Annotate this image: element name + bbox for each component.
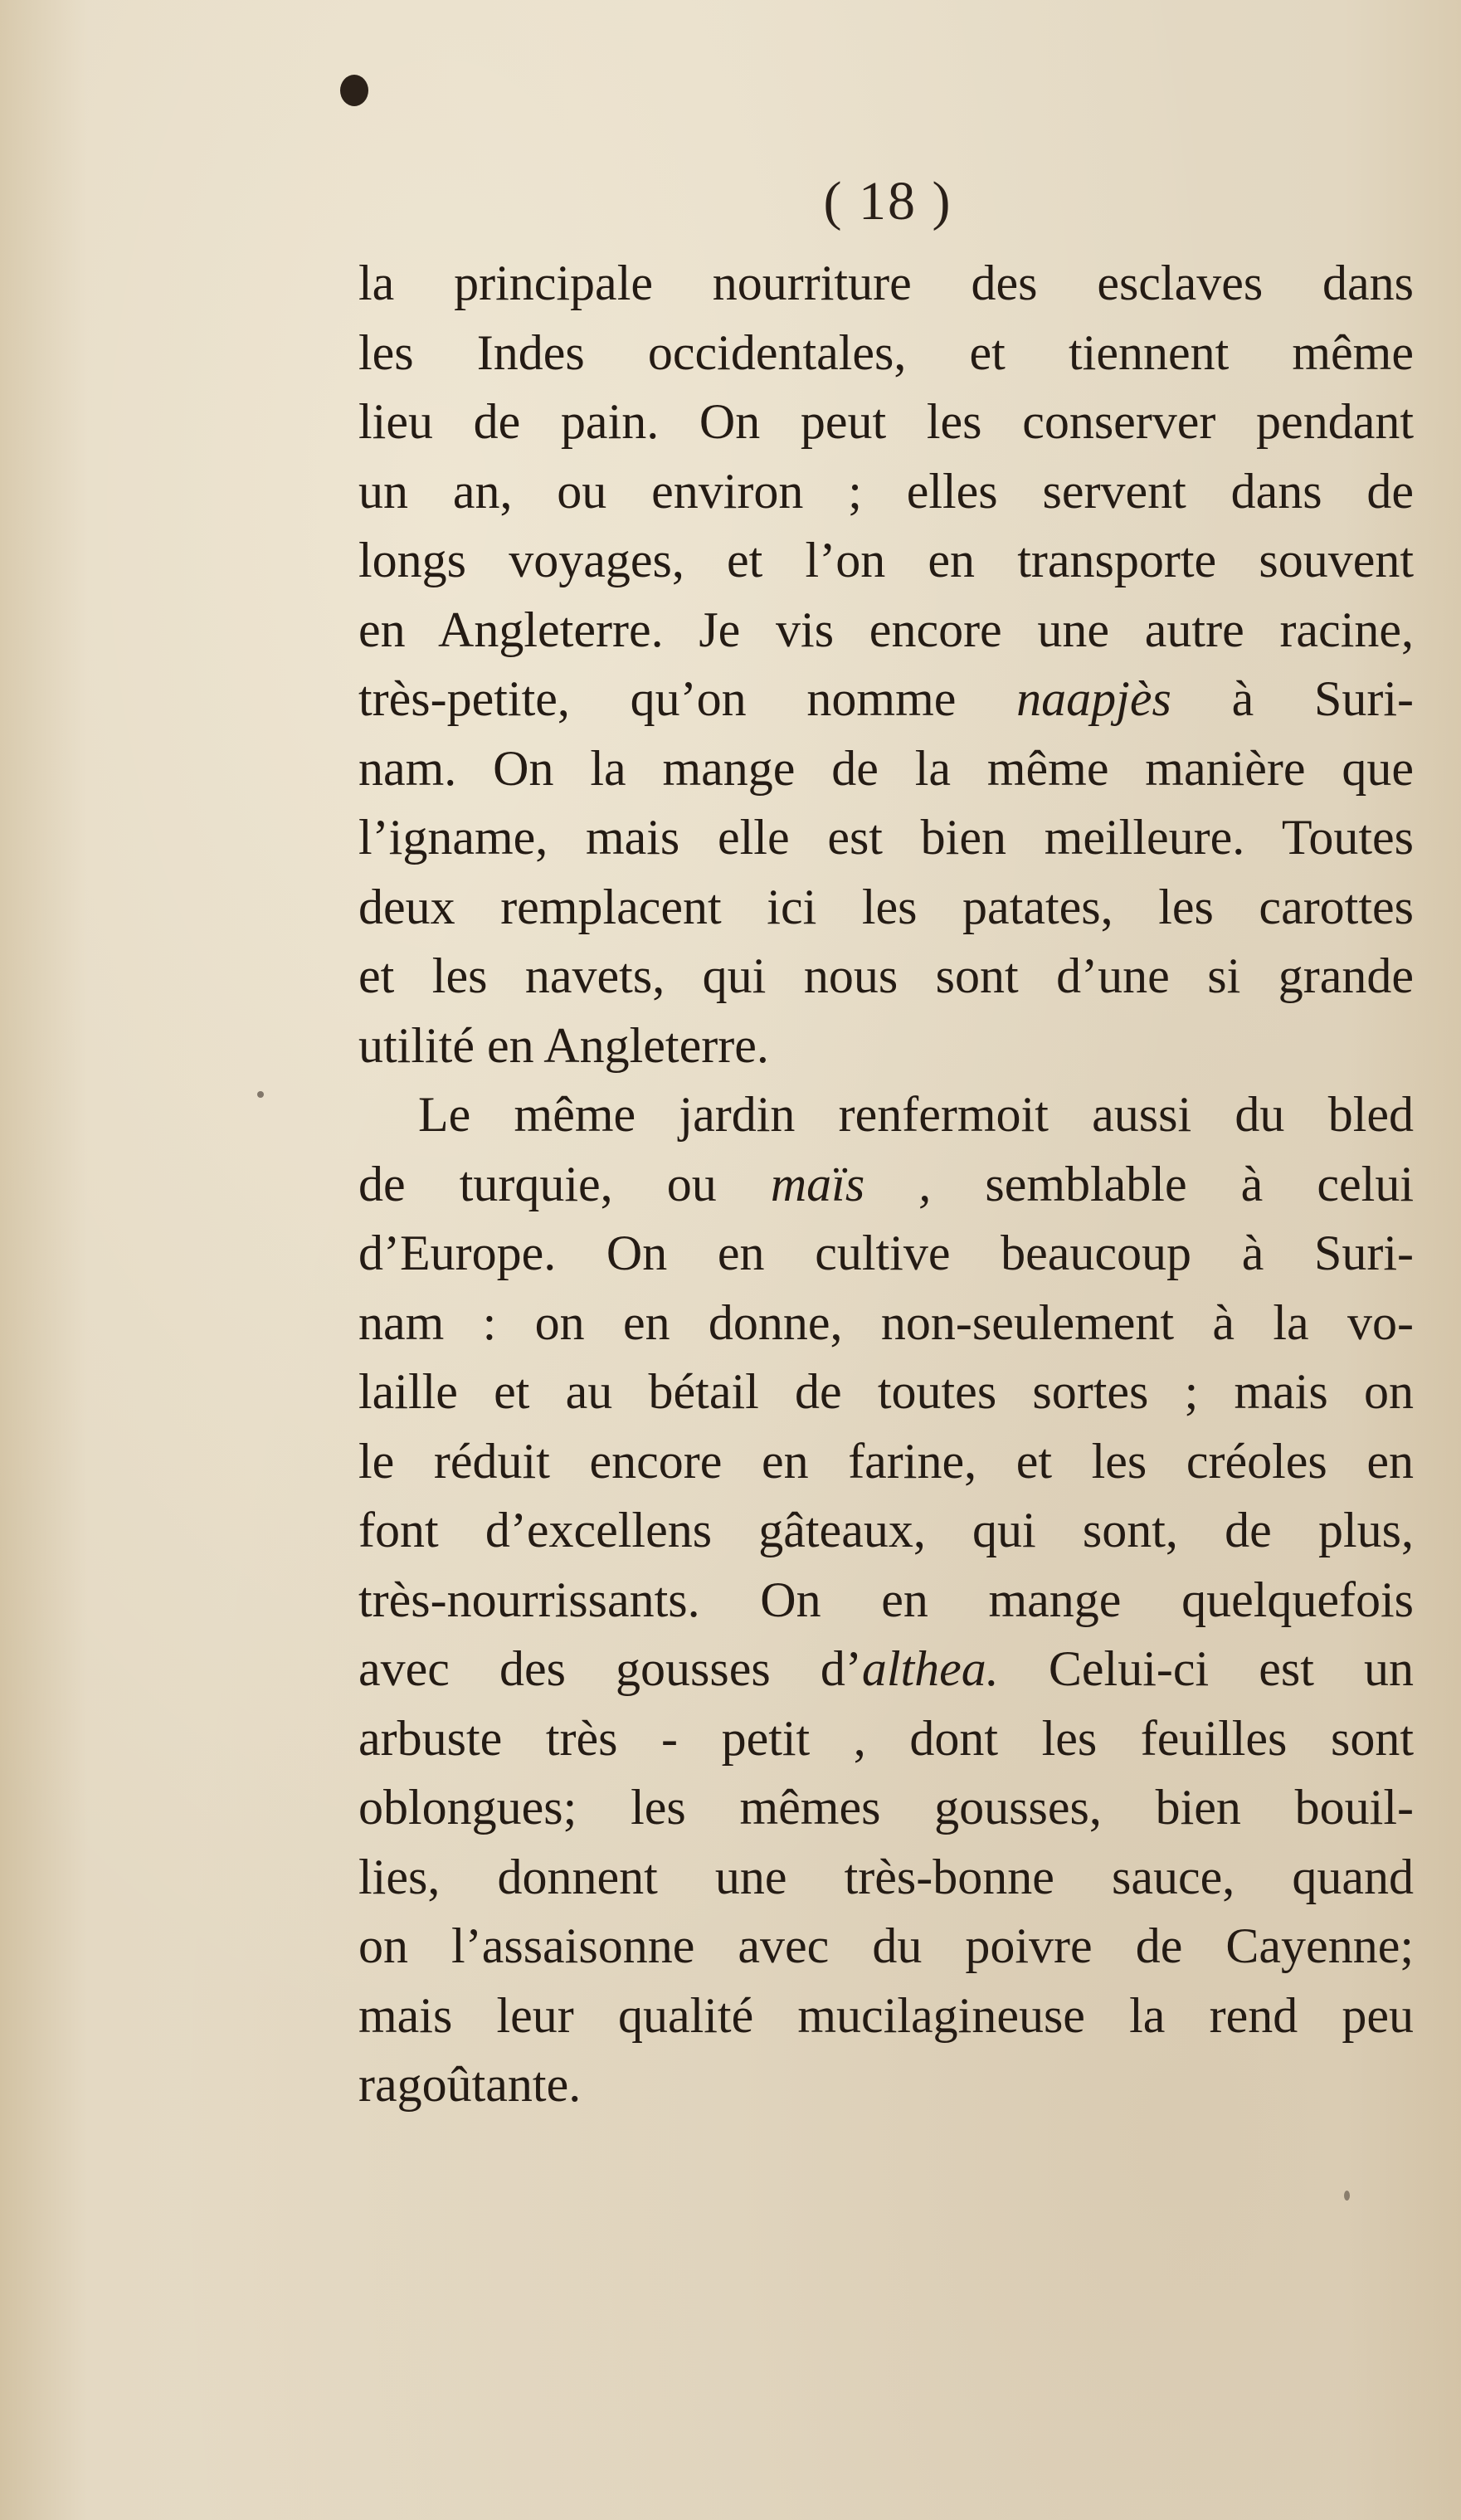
text-segment: oblongues; les mêmes gousses, bien bouil- xyxy=(358,1780,1414,1835)
ink-spot xyxy=(340,75,368,106)
text-line xyxy=(358,1219,1414,1289)
text-segment: de turquie, ou xyxy=(358,1156,771,1211)
text-segment: on l’assaisonne avec du poivre de Cayenne; xyxy=(358,1918,1414,1973)
text-segment: et les navets, qui nous sont d’une si grande xyxy=(358,948,1414,1003)
text-line xyxy=(358,665,1414,734)
text-line xyxy=(358,1566,1414,1635)
text-segment: utilité en Angleterre. xyxy=(358,1017,769,1073)
text-segment: Celui-ci est un xyxy=(998,1641,1414,1696)
text-line xyxy=(358,388,1414,457)
text-line xyxy=(358,457,1414,527)
body-text xyxy=(358,249,1414,2120)
text-line xyxy=(358,1496,1414,1566)
text-line xyxy=(358,596,1414,665)
text-line xyxy=(358,1011,1414,1081)
italic-term: althea. xyxy=(861,1641,999,1696)
text-segment: très-petite, qu’on nomme xyxy=(358,671,1017,726)
text-line xyxy=(358,803,1414,873)
text-line xyxy=(358,2050,1414,2120)
text-line xyxy=(358,734,1414,804)
text-segment: l’igname, mais elle est bien meilleure. Toutes xyxy=(358,810,1414,865)
text-segment: font d’excellens gâteaux, qui sont, de plus, xyxy=(358,1503,1414,1557)
text-segment: longs voyages, et l’on en transporte souvent xyxy=(358,533,1414,587)
ink-speck xyxy=(257,1091,264,1098)
italic-term: maïs , xyxy=(770,1156,932,1211)
text-segment: très-nourrissants. On en mange quelquefois xyxy=(358,1572,1414,1627)
text-line xyxy=(358,1635,1414,1704)
text-line xyxy=(358,1912,1414,1981)
text-segment: Le même jardin renfermoit aussi du bled xyxy=(418,1087,1414,1142)
text-segment: d’Europe. On en cultive beaucoup à Suri- xyxy=(358,1226,1414,1280)
text-line xyxy=(358,249,1414,319)
text-segment: nam. On la mange de la même manière que xyxy=(358,740,1414,796)
text-segment: lies, donnent une très-bonne sauce, quand xyxy=(358,1849,1414,1904)
text-segment: un an, ou environ ; elles servent dans de xyxy=(358,463,1414,519)
text-segment: ragoûtante. xyxy=(358,2057,582,2112)
text-segment: à Suri- xyxy=(1171,671,1414,726)
text-segment: la principale nourriture des esclaves dans xyxy=(358,256,1414,310)
text-segment: semblable à celui xyxy=(931,1156,1414,1211)
text-line xyxy=(358,1773,1414,1843)
text-line xyxy=(358,319,1414,388)
text-line xyxy=(358,873,1414,943)
text-segment: avec des gousses d’ xyxy=(358,1641,862,1696)
text-segment: les Indes occidentales, et tiennent même xyxy=(358,324,1414,380)
text-segment: nam : on en donne, non-seulement à la vo- xyxy=(358,1294,1414,1350)
text-line xyxy=(358,1704,1414,1774)
text-segment: en Angleterre. Je vis encore une autre racine, xyxy=(358,602,1414,657)
text-line xyxy=(358,1150,1414,1220)
text-segment: deux remplacent ici les patates, les carottes xyxy=(358,879,1414,934)
text-line xyxy=(358,1427,1414,1497)
text-line xyxy=(358,1289,1414,1358)
text-line xyxy=(358,1843,1414,1913)
text-segment: arbuste très - petit , dont les feuilles sont xyxy=(358,1710,1414,1766)
text-segment: lieu de pain. On peut les conserver pendant xyxy=(358,394,1414,449)
text-line xyxy=(358,1080,1414,1150)
page-number: ( 18 ) xyxy=(823,171,952,232)
text-line xyxy=(358,942,1414,1011)
text-line xyxy=(358,1357,1414,1427)
text-segment: mais leur qualité mucilagineuse la rend peu xyxy=(358,1987,1414,2043)
text-line xyxy=(358,1981,1414,2051)
italic-term: naapjès xyxy=(1016,671,1171,726)
text-line xyxy=(358,526,1414,596)
ink-speck xyxy=(1344,2191,1350,2201)
text-segment: laille et au bétail de toutes sortes ; mais on xyxy=(358,1364,1414,1419)
text-segment: le réduit encore en farine, et les créoles en xyxy=(358,1433,1414,1489)
